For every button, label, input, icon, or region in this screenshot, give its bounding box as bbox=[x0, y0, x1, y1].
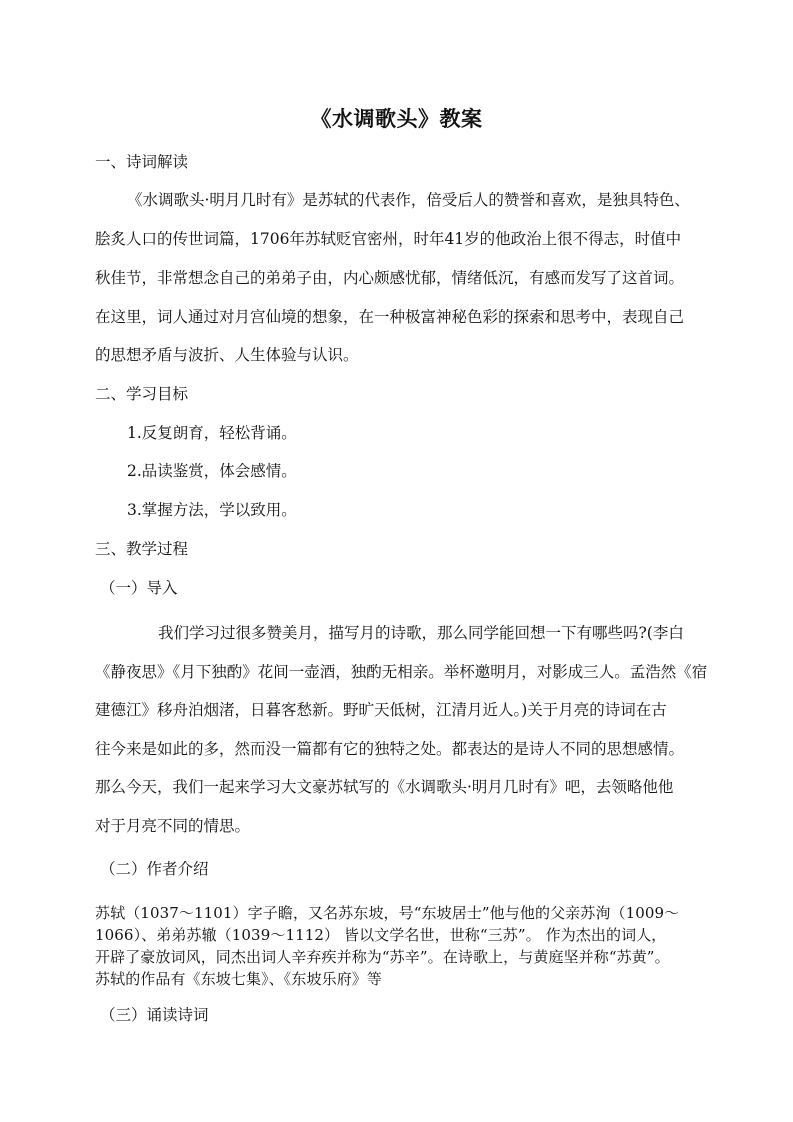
paragraph-line: 秋佳节，非常想念自己的弟弟子由，内心颇感忧郁，情绪低沉，有感而发写了这首词。 bbox=[95, 269, 685, 287]
section-heading-objectives: 二、学习目标 bbox=[95, 385, 189, 403]
section-heading-interpretation: 一、诗词解读 bbox=[95, 153, 189, 171]
objective-item: 2.品读鉴赏，体会感情。 bbox=[127, 462, 297, 480]
paragraph-line: 的思想矛盾与波折、人生体验与认识。 bbox=[95, 346, 359, 364]
document-title: 《水调歌头》教案 bbox=[310, 106, 483, 131]
paragraph-line: 1066）、弟弟苏辙（1039～1112） 皆以文学名世，世称“三苏”。 作为杰出的词人， bbox=[95, 926, 667, 944]
paragraph-line: 脍炙人口的传世词篇，1706年苏轼贬官密州，时年41岁的他政治上很不得志，时值中 bbox=[95, 230, 682, 248]
paragraph-line: 建德江》移舟泊烟渚，日暮客愁新。野旷天低树，江清月近人。)关于月亮的诗词在古 bbox=[95, 701, 667, 719]
paragraph-line: 我们学习过很多赞美月，描写月的诗歌，那么同学能回想一下有哪些吗?(李白 bbox=[158, 624, 684, 642]
subheading-recitation: （三）诵读诗词 bbox=[100, 1006, 209, 1024]
paragraph-line: 往今来是如此的多，然而没一篇都有它的独特之处。都表达的是诗人不同的思想感情。 bbox=[95, 740, 685, 758]
paragraph-line: 苏轼的作品有《东坡七集》、《东坡乐府》等 bbox=[95, 970, 383, 988]
paragraph-line: 开辟了豪放词风，同杰出词人辛弃疾并称为“苏辛”。在诗歌上，与黄庭坚并称“苏黄”。 bbox=[95, 948, 670, 966]
subheading-intro: （一）导入 bbox=[100, 579, 178, 597]
subheading-author: （二）作者介绍 bbox=[100, 860, 209, 878]
objective-item: 3.掌握方法，学以致用。 bbox=[127, 501, 297, 519]
section-heading-process: 三、教学过程 bbox=[95, 540, 189, 558]
paragraph-line: 《静夜思》《月下独酌》花间一壶酒，独酌无相亲。举杯邀明月，对影成三人。孟浩然《宿 bbox=[95, 663, 708, 681]
paragraph-line: 在这里，词人通过对月宫仙境的想象，在一种极富神秘色彩的探索和思考中，表现自己 bbox=[95, 308, 685, 326]
paragraph-line: 对于月亮不同的情思。 bbox=[95, 817, 251, 835]
paragraph-line: 《水调歌头·明月几时有》是苏轼的代表作，倍受后人的赞誉和喜欢，是独具特色、 bbox=[127, 191, 690, 209]
paragraph-line: 那么今天，我们一起来学习大文豪苏轼写的《水调歌头·明月几时有》吧，去领略他他 bbox=[95, 778, 674, 796]
objective-item: 1.反复朗育，轻松背诵。 bbox=[127, 424, 297, 442]
paragraph-line: 苏轼（1037～1101）字子瞻，又名苏东坡，号“东坡居士”他与他的父亲苏洵（1009～ bbox=[95, 904, 680, 922]
